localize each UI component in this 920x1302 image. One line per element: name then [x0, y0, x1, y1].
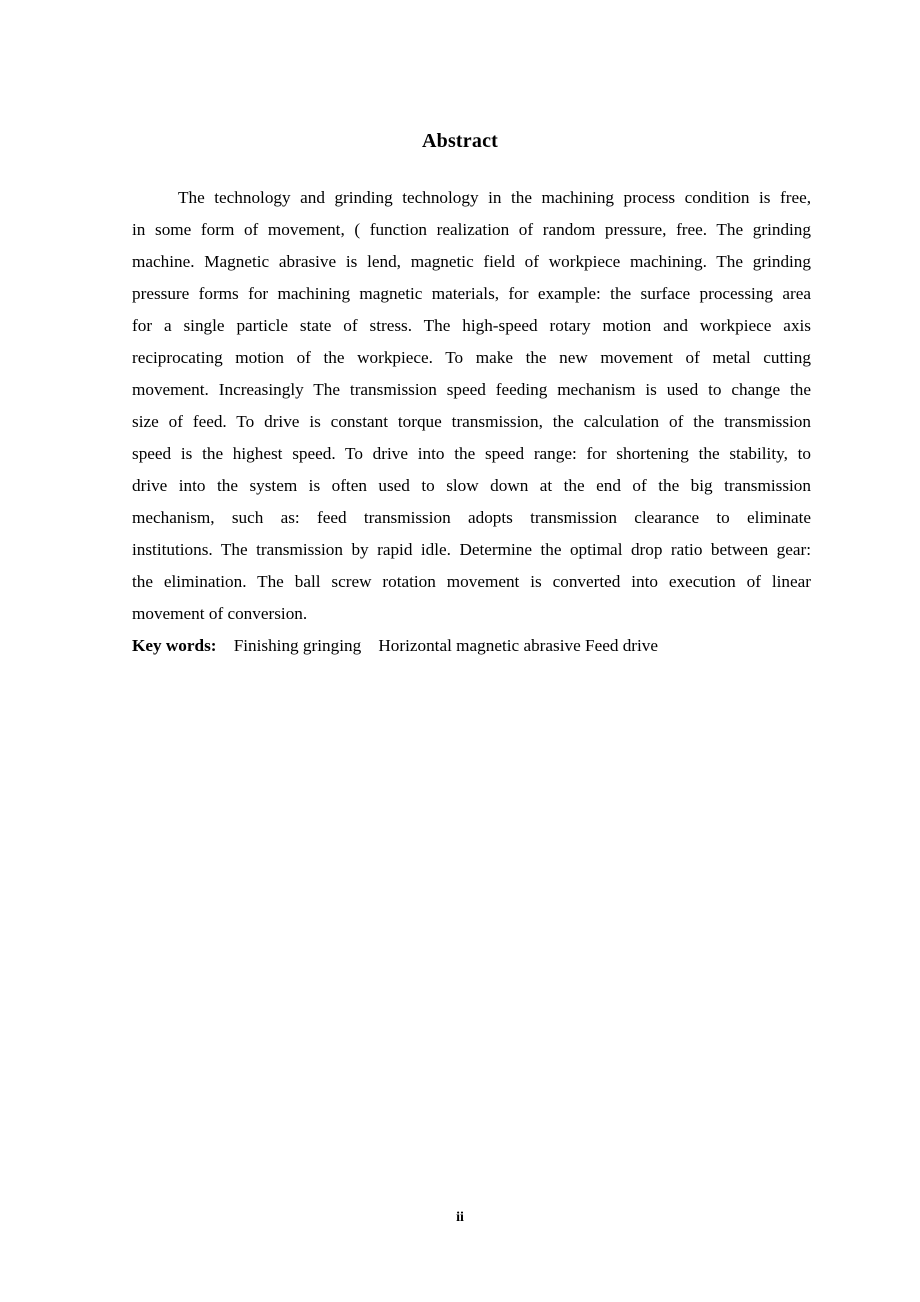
abstract-line: The technology and grinding technology in the machining process condition is free,: [178, 188, 811, 207]
abstract-line: drive into the system is often used to slow down at the end of the big transmission: [132, 476, 811, 495]
abstract-line: machine. Magnetic abrasive is lend, magnetic field of workpiece machining. The grinding: [132, 252, 811, 271]
abstract-line: institutions. The transmission by rapid idle. Determine the optimal drop ratio between gear:: [132, 540, 811, 559]
abstract-line: mechanism, such as: feed transmission adopts transmission clearance to eliminate: [132, 508, 811, 527]
keywords-row: [132, 630, 811, 662]
abstract-line: movement of conversion.: [132, 604, 308, 623]
keywords-value: Finishing gringing Horizontal magnetic abrasive Feed drive: [233, 636, 659, 655]
abstract-title: Abstract: [421, 130, 499, 152]
page-number: ii: [456, 1210, 464, 1225]
abstract-line: pressure forms for machining magnetic materials, for example: the surface processing area: [132, 284, 811, 303]
abstract-line: size of feed. To drive is constant torque transmission, the calculation of the transmission: [132, 412, 811, 431]
keywords-spacer: [217, 636, 234, 655]
abstract-body: [132, 182, 811, 662]
abstract-line: for a single particle state of stress. The high-speed rotary motion and workpiece axis: [132, 316, 811, 335]
abstract-line: speed is the highest speed. To drive into the speed range: for shortening the stability, to: [132, 444, 811, 463]
abstract-line: reciprocating motion of the workpiece. To make the new movement of metal cutting: [132, 348, 811, 367]
abstract-line: movement. Increasingly The transmission speed feeding mechanism is used to change the: [132, 380, 811, 399]
keywords-label: Key words:: [132, 636, 217, 655]
abstract-line: in some form of movement, ( function realization of random pressure, free. The grinding: [132, 220, 811, 239]
abstract-line: the elimination. The ball screw rotation movement is converted into execution of linear: [132, 572, 811, 591]
